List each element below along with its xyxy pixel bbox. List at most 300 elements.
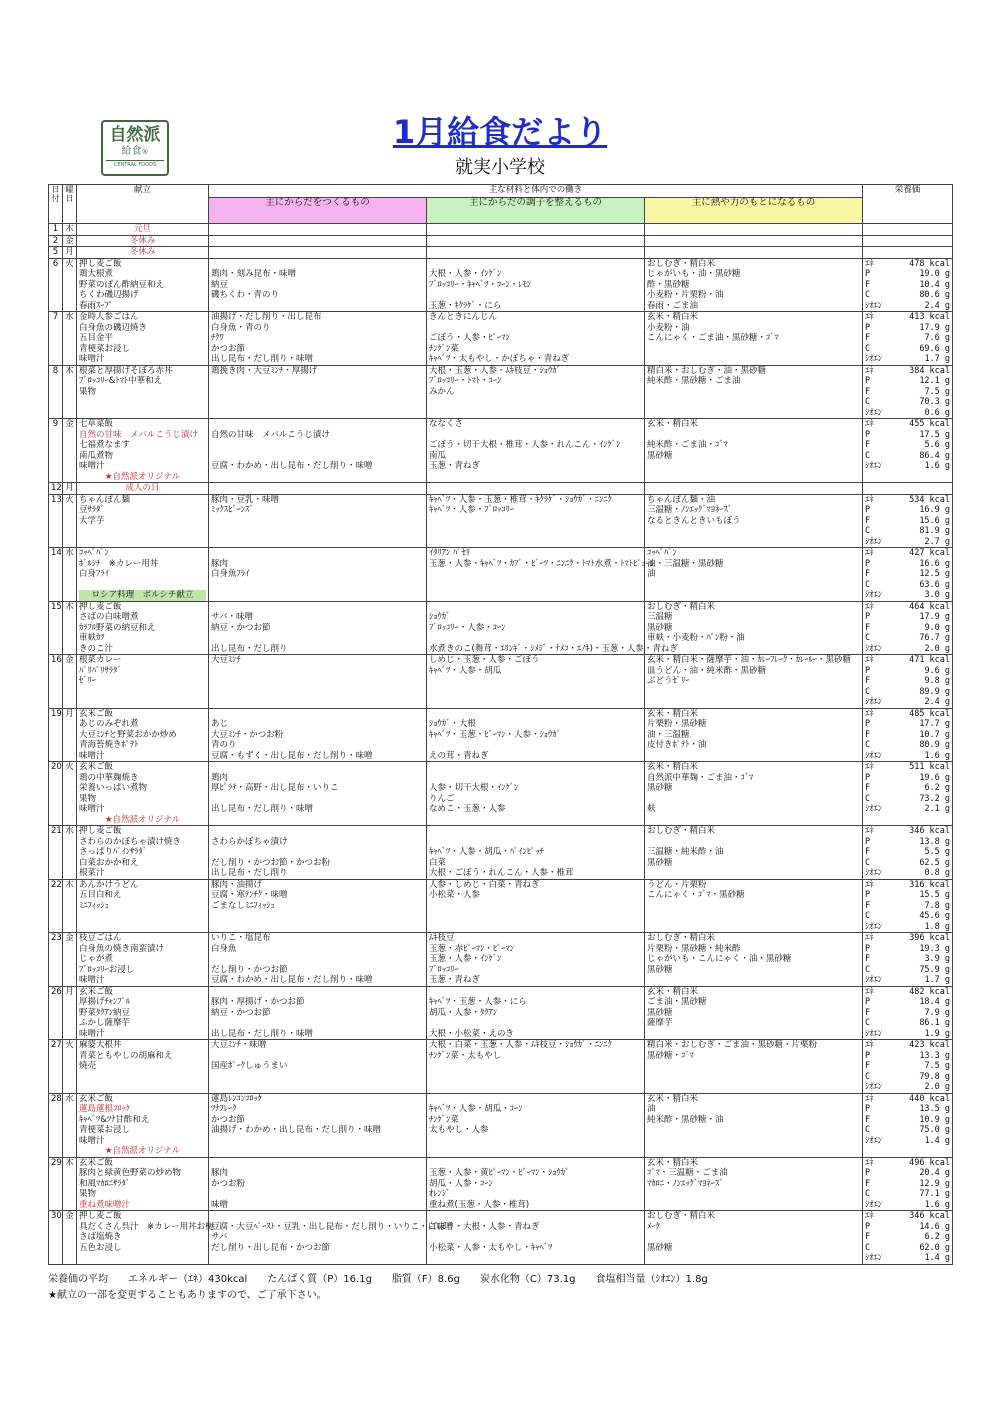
ingredient-line (211, 633, 424, 644)
ingredient-line (211, 1136, 424, 1147)
nutrition-line (865, 709, 950, 720)
nutrition-line (865, 354, 950, 365)
ingredient-line: 味噌 (211, 1199, 229, 1210)
nutrient-value: 15.6 g (919, 515, 951, 526)
nutrient-value: 3.0 g (924, 590, 951, 600)
ingredient-line: ｷｬﾍﾞﾂ・人参・玉葱・椎茸・ｷｸﾗｹﾞ・ｼｮｳｶﾞ・ﾆﾝﾆｸ (429, 494, 612, 505)
ingredient-line (429, 697, 642, 708)
menu-item: 押し麦ご飯 (79, 258, 122, 269)
energy-ingredients (645, 1157, 863, 1211)
ingredient-line: ﾁﾝｹﾞﾝ菜・太もやし (429, 1050, 502, 1061)
ingredient-line: 人参・しめじ・白菜・青ねぎ (429, 879, 540, 890)
nutrient-label: F (865, 1007, 871, 1018)
nutrient-label: P (865, 429, 871, 440)
nutrition-line (865, 697, 950, 708)
day-number: 23 (51, 933, 62, 943)
nutrition-cell (863, 258, 953, 312)
ingredient-line (429, 1253, 642, 1264)
menu-item: さばの白味噌煮 (79, 612, 139, 622)
ingredient-line (211, 794, 424, 805)
ingredient-line: さわらかぼちゃ漬け (211, 836, 288, 847)
weekday-cell (63, 224, 77, 236)
condition-ingredients (427, 235, 645, 247)
energy-ingredients (645, 235, 863, 247)
ingredient-line (211, 911, 424, 922)
nutrient-value: 86.1 g (919, 1018, 951, 1028)
logo-line1: 自然派 (109, 125, 161, 145)
menu-item: ★自然派オリジナル (104, 1146, 181, 1156)
ingredient-line (647, 1253, 860, 1264)
nutrition-line (865, 1072, 950, 1083)
body-ingredients (209, 1040, 427, 1094)
nutrition-line (865, 408, 950, 419)
ingredient-line: 白身魚 (211, 943, 237, 954)
nutrition-line (865, 301, 950, 312)
ingredient-line (429, 526, 642, 537)
nutrient-value: 346 kcal (909, 1211, 951, 1221)
menu-item: 味噌汁 (79, 1028, 105, 1039)
menu-item: 押し麦ご飯 (79, 826, 122, 836)
nutrient-label: C (865, 343, 871, 354)
day-row (49, 235, 953, 247)
ingredient-line (647, 461, 860, 472)
logo-mark: ® (141, 148, 149, 156)
nutrient-label: ｼｵｴﾝ (865, 1028, 883, 1039)
header-condition: 主にからだの調子を整えるもの (427, 198, 645, 224)
day-number: 2 (52, 235, 59, 246)
nutrition-line (865, 1179, 950, 1190)
menu-cell (77, 655, 209, 709)
nutrient-label: F (865, 569, 871, 579)
ingredient-line (211, 687, 424, 698)
ingredient-line: ｵﾚﾝｼﾞ (429, 1189, 451, 1199)
menu-item: ｾﾞﾘｰ (79, 676, 97, 686)
menu-item (79, 537, 206, 548)
ingredient-line (429, 837, 642, 848)
nutrition-line (865, 1051, 950, 1062)
day-row (49, 986, 953, 1040)
menu-item: ﾐﾆﾌｨｯｼｭ (79, 900, 109, 911)
ingredient-line (211, 1189, 424, 1200)
nutrient-label: F (865, 1114, 871, 1125)
menu-item: 押し麦ご飯 (79, 601, 122, 612)
nutrient-label: ｴﾈ (865, 365, 874, 376)
nutrient-label: C (865, 450, 871, 461)
nutrition-line (865, 847, 950, 858)
nutrition-line (865, 344, 950, 355)
nutrient-value: 1.4 g (924, 1253, 951, 1263)
day-row (49, 1157, 953, 1211)
nutrient-value: 2.7 g (924, 536, 951, 547)
ingredient-line (647, 472, 860, 483)
ingredient-line: 大豆ﾐﾝﾁ・かつお粉 (211, 729, 284, 740)
ingredient-line: 黒砂糖・ｺﾞﾏ (647, 1050, 694, 1061)
day-row (49, 419, 953, 483)
ingredient-line (429, 740, 642, 751)
ingredient-line: 鶏挽き肉・大豆ﾐﾝﾁ・厚揚げ (211, 365, 318, 376)
nutrient-label: P (865, 558, 871, 569)
nutrient-value: 1.6 g (924, 750, 951, 761)
menu-item: きのこ汁 (79, 643, 114, 654)
nutrition-line (865, 505, 950, 516)
menu-item: 押し麦ご飯 (79, 1211, 122, 1221)
ingredient-line: ﾌﾞﾛｯｺﾘｰ・ｷｬﾍﾞﾂ・ｺｰﾝ・ﾚﾓﾝ (429, 279, 532, 290)
menu-cell (77, 1040, 209, 1094)
menu-item: 焼売 (79, 1061, 97, 1071)
day-number: 7 (52, 312, 59, 322)
body-ingredients (209, 762, 427, 826)
ingredient-line: 玄米・精白米 (647, 1157, 699, 1168)
nutrient-label: ｼｵｴﾝ (865, 868, 883, 878)
nutrition-line (865, 1136, 950, 1147)
ingredient-line (647, 868, 860, 879)
condition-ingredients (427, 1211, 645, 1265)
ingredient-line: 納豆・かつお節 (211, 622, 271, 633)
ingredient-line: 黒砂糖 (647, 964, 673, 975)
nutrition-line (865, 580, 950, 591)
ingredient-line (211, 954, 424, 965)
ingredient-line: 春雨・ごま油 (647, 300, 699, 311)
condition-ingredients (427, 247, 645, 259)
day-cell (49, 601, 63, 655)
ingredient-line: あじ (211, 719, 229, 729)
menu-item: 麻婆大根丼 (79, 1040, 122, 1050)
nutrient-value: 5.5 g (924, 847, 951, 857)
ingredient-line (429, 430, 642, 441)
ingredient-line: 純米酢・黒砂糖・ごま油 (647, 376, 741, 386)
ingredient-line: ｷｬﾍﾞﾂ・玉葱・ﾋﾟｰﾏﾝ・人参・ｼｮｳｶﾞ (429, 729, 561, 740)
ingredient-line: 片栗粉・黒砂糖 (647, 719, 707, 729)
nutrition-line (865, 451, 950, 462)
condition-ingredients (427, 826, 645, 880)
nutrition-cell (863, 762, 953, 826)
nutrition-line (865, 676, 950, 687)
ingredient-line: だし削り・出し昆布・かつお節 (211, 1242, 331, 1253)
menu-item: 冬休み (129, 235, 156, 246)
ingredient-line: ｺﾞﾏ・三温糖・ごま油 (647, 1168, 728, 1178)
energy-ingredients (645, 548, 863, 602)
nutrition-line (865, 1125, 950, 1136)
nutrient-label: ｴﾈ (865, 708, 874, 719)
nutrient-value: 6.2 g (924, 1232, 951, 1242)
ingredient-line: 豆腐・わかめ・出し昆布・だし削り・味噌 (211, 975, 373, 985)
nutrient-value: 13.8 g (919, 836, 951, 847)
nutrition-line (865, 495, 950, 506)
menu-item: 蓮島蓮根ｺﾛｯｹ (79, 1104, 131, 1114)
ingredient-line (647, 794, 860, 805)
body-ingredients (209, 258, 427, 312)
header-body: 主にからだをつくるもの (209, 198, 427, 224)
ingredient-line: かつお節 (211, 1114, 246, 1125)
menu-item: 白身魚の焼き南蛮漬け (79, 943, 165, 954)
weekday: 木 (65, 224, 74, 234)
nutrition-line (865, 1253, 950, 1264)
body-ingredients (209, 708, 427, 762)
nutrient-label: ｴﾈ (865, 933, 874, 943)
nutrition-line (865, 826, 950, 837)
menu-cell (77, 235, 209, 247)
menu-cell (77, 419, 209, 483)
ingredient-line: 油・三温糖 (647, 729, 690, 740)
nutrient-value: 534 kcal (909, 494, 951, 505)
menu-item: 鶏の中華麹焼き (79, 772, 139, 783)
ingredient-line: ｺｯﾍﾟﾊﾟﾝ (647, 548, 677, 558)
nutrient-label: ｼｵｴﾝ (865, 1253, 883, 1263)
weekday-cell (63, 483, 77, 495)
menu-item: 野菜のぽん酢納豆和え (79, 279, 165, 290)
nutrient-value: 471 kcal (909, 655, 951, 665)
menu-item: ｶﾗﾌﾙ野菜の納豆和え (79, 622, 156, 633)
ingredient-line (647, 1189, 860, 1200)
ingredient-line (429, 826, 642, 837)
nutrition-cell (863, 247, 953, 259)
day-cell (49, 494, 63, 548)
nutrient-value: 70.3 g (919, 397, 951, 407)
menu-item: ちくわ磯辺揚げ (79, 290, 139, 300)
menu-item: 味噌汁 (79, 804, 105, 814)
ingredient-line (211, 397, 424, 408)
header-nutrition: 栄養価 (863, 185, 953, 224)
ingredient-line (211, 1018, 424, 1029)
nutrient-value: 396 kcal (909, 933, 951, 943)
ingredient-line: 重ね煮(玉葱・人参・椎茸) (429, 1199, 530, 1210)
ingredient-line: 油揚げ・わかめ・出し昆布・だし削り・味噌 (211, 1125, 382, 1135)
condition-ingredients (427, 708, 645, 762)
day-cell (49, 247, 63, 259)
menu-item: 根菜汁 (79, 868, 105, 878)
ingredient-line: ごぼう・切干大根・椎茸・人参・れんこん・ｲﾝｹﾞﾝ (429, 440, 621, 450)
nutrition-line (865, 516, 950, 527)
condition-ingredients (427, 1093, 645, 1157)
nutrient-value: 1.6 g (924, 1199, 951, 1210)
ingredient-line (429, 911, 642, 922)
body-ingredients (209, 224, 427, 236)
ingredient-line: 油 (647, 1104, 656, 1114)
nutrition-line (865, 1211, 950, 1222)
nutrient-value: 10.7 g (919, 729, 951, 740)
ingredient-line: おしむぎ・精白米 (647, 258, 716, 269)
nutrition-line (865, 901, 950, 912)
ingredient-line (429, 537, 642, 548)
nutrient-label: F (865, 729, 871, 740)
menu-item: 春雨ｽｰﾌﾟ (79, 300, 114, 311)
ingredient-line (211, 376, 424, 387)
ingredient-line: 皿うどん・油・純米酢・黒砂糖 (647, 665, 767, 676)
day-cell (49, 419, 63, 483)
ingredient-line: 豚肉・厚揚げ・かつお節 (211, 997, 305, 1007)
nutrient-label: ｼｵｴﾝ (865, 697, 883, 707)
nutrient-value: 413 kcal (909, 312, 951, 322)
ingredient-line (647, 1200, 860, 1211)
body-ingredients (209, 601, 427, 655)
menu-item: じゃが煮 (79, 954, 114, 964)
nutrition-cell (863, 879, 953, 933)
nutrient-label: P (865, 890, 871, 900)
nutrition-line (865, 548, 950, 559)
body-ingredients (209, 986, 427, 1040)
day-number: 20 (51, 762, 62, 772)
nutrient-value: 9.0 g (924, 622, 951, 633)
nutrient-value: 69.6 g (919, 343, 951, 354)
menu-cell (77, 1157, 209, 1211)
ingredient-line: 油・三温糖・黒砂糖 (647, 558, 724, 569)
ingredient-line: ﾌﾞﾛｯｺﾘｰ・ﾄﾏﾄ・ｺｰﾝ (429, 376, 502, 386)
weekday: 火 (65, 1040, 74, 1050)
nutrient-label: C (865, 290, 871, 300)
ingredient-line (647, 354, 860, 365)
nutrition-line (865, 880, 950, 891)
ingredient-line (429, 1082, 642, 1093)
ingredient-line: 油揚げ・だし削り・出し昆布 (211, 312, 322, 322)
nutrient-label: ｴﾈ (865, 986, 874, 997)
nutrient-label: ｼｵｴﾝ (865, 1135, 883, 1146)
ingredient-line: なめこ・玉葱・人参 (429, 804, 506, 814)
nutrient-label: P (865, 269, 871, 279)
ingredient-line: ﾑｷ枝豆 (429, 933, 455, 943)
ingredient-line: ﾁﾝｹﾞﾝ菜 (429, 343, 459, 354)
nutrient-label: F (865, 783, 871, 793)
menu-item: 大学芋 (79, 515, 105, 526)
ingredient-line: 小麦粉・片栗粉・油 (647, 290, 724, 300)
ingredient-line (647, 1125, 860, 1136)
nutrition-cell (863, 933, 953, 987)
nutrition-line (865, 333, 950, 344)
nutrient-label: C (865, 793, 871, 804)
ingredient-line (647, 751, 860, 762)
nutrition-line (865, 719, 950, 730)
nutrient-label: C (865, 911, 871, 921)
ingredient-line: 出し昆布・だし削り (211, 643, 288, 654)
nutrient-value: 16.9 g (919, 505, 951, 515)
nutrient-value: 9.6 g (924, 665, 951, 676)
nutrition-line (865, 804, 950, 815)
nutrient-label: F (865, 1232, 871, 1242)
ingredient-line: 出し昆布・だし削り・味噌 (211, 354, 314, 364)
nutrient-label: C (865, 686, 871, 697)
weekday: 月 (65, 483, 74, 493)
ingredient-line (211, 259, 424, 270)
menu-cell (77, 933, 209, 987)
nutrient-value: 2.4 g (924, 697, 951, 707)
nutrient-value: 316 kcal (909, 879, 951, 890)
menu-cell (77, 879, 209, 933)
ingredient-line: 玄米・精白米 (647, 1093, 699, 1104)
nutrient-value: 80.6 g (919, 290, 951, 300)
ingredient-line (429, 987, 642, 998)
menu-cell (77, 548, 209, 602)
weekday: 金 (65, 933, 74, 943)
nutrition-line (865, 633, 950, 644)
ingredient-line: 白菜 (429, 857, 447, 868)
ingredient-line (211, 301, 424, 312)
nutrient-label: ｴﾈ (865, 494, 874, 505)
weekday: 木 (65, 601, 74, 612)
energy-ingredients (645, 986, 863, 1040)
menu-item: 車麸ｶﾂ (79, 633, 105, 643)
menu-item: 五目白和え (79, 890, 122, 900)
ingredient-line (211, 762, 424, 773)
condition-ingredients (427, 494, 645, 548)
condition-ingredients (427, 986, 645, 1040)
ingredient-line: 自然派中華麹・ごま油・ｺﾞﾏ (647, 772, 754, 783)
ingredient-line (211, 580, 424, 591)
ingredient-line (647, 590, 860, 601)
ingredient-line (647, 1072, 860, 1083)
nutrient-value: 81.9 g (919, 526, 951, 536)
weekday-cell (63, 1211, 77, 1265)
ingredient-line: ちゃんぽん麺・油 (647, 494, 716, 505)
ingredient-line: ﾒｰｸ (647, 1221, 660, 1232)
energy-ingredients (645, 933, 863, 987)
day-number: 6 (52, 258, 59, 269)
ingredient-line (647, 1232, 860, 1243)
nutrient-value: 62.0 g (919, 1242, 951, 1253)
nutrient-label: ｼｵｴﾝ (865, 536, 883, 547)
menu-item: 冬休み (129, 247, 156, 257)
menu-item: ﾎﾞﾙｼﾁ ※カレー用丼 (79, 558, 159, 569)
condition-ingredients (427, 1157, 645, 1211)
nutrient-label: ｴﾈ (865, 655, 874, 665)
weekday-cell (63, 879, 77, 933)
nutrition-line (865, 590, 950, 601)
ingredient-line: こんにゃく・ごま油・黒砂糖・ｺﾞﾏ (647, 333, 779, 343)
ingredient-line: 純米酢・ごま油・ｺﾞﾏ (647, 440, 728, 450)
nutrition-line (865, 890, 950, 901)
ingredient-line: いりこ・塩昆布 (211, 933, 271, 943)
ingredient-line (647, 697, 860, 708)
day-row (49, 655, 953, 709)
ingredient-line (211, 387, 424, 398)
nutrient-label: ｴﾈ (865, 826, 874, 836)
ingredient-line: ﾁｸﾜ (211, 333, 224, 343)
nutrition-line (865, 858, 950, 869)
condition-ingredients (427, 879, 645, 933)
day-cell (49, 879, 63, 933)
day-number: 30 (51, 1211, 62, 1221)
weekday: 木 (65, 879, 74, 890)
ingredient-line: 玉葱・人参・ｲﾝｹﾞﾝ (429, 954, 502, 964)
nutrition-cell (863, 494, 953, 548)
menu-item: 野菜ﾀｸｱﾝ納豆 (79, 1007, 131, 1018)
nutrition-line (865, 366, 950, 377)
menu-cell (77, 494, 209, 548)
menu-item (79, 922, 206, 933)
ingredient-line: 油 (647, 569, 656, 579)
menu-cell (77, 224, 209, 236)
menu-item: 枝豆ごはん (79, 933, 122, 943)
nutrient-value: 3.9 g (924, 954, 951, 964)
menu-item (79, 1082, 206, 1093)
ingredient-line: 酢・黒砂糖 (647, 279, 690, 290)
nutrition-line (865, 280, 950, 291)
ingredient-line (647, 644, 860, 655)
nutrient-value: 17.9 g (919, 612, 951, 622)
menu-item: 白身ﾌﾗｲ (79, 569, 109, 579)
menu-item: 味噌汁 (79, 1135, 105, 1146)
nutrient-label: ｼｵｴﾝ (865, 461, 883, 471)
condition-ingredients (427, 548, 655, 602)
condition-ingredients (427, 365, 645, 419)
day-cell (49, 986, 63, 1040)
ingredient-line: ｷｬﾍﾞﾂ・太もやし・かぼちゃ・青ねぎ (429, 354, 570, 364)
nutrient-value: 7.8 g (924, 900, 951, 911)
nutrition-cell (863, 1093, 953, 1157)
nutrient-value: 0.8 g (924, 868, 951, 878)
weekday: 水 (65, 312, 74, 322)
nutrition-line (865, 312, 950, 323)
nutrient-value: 427 kcal (909, 548, 951, 558)
day-row (49, 879, 953, 933)
